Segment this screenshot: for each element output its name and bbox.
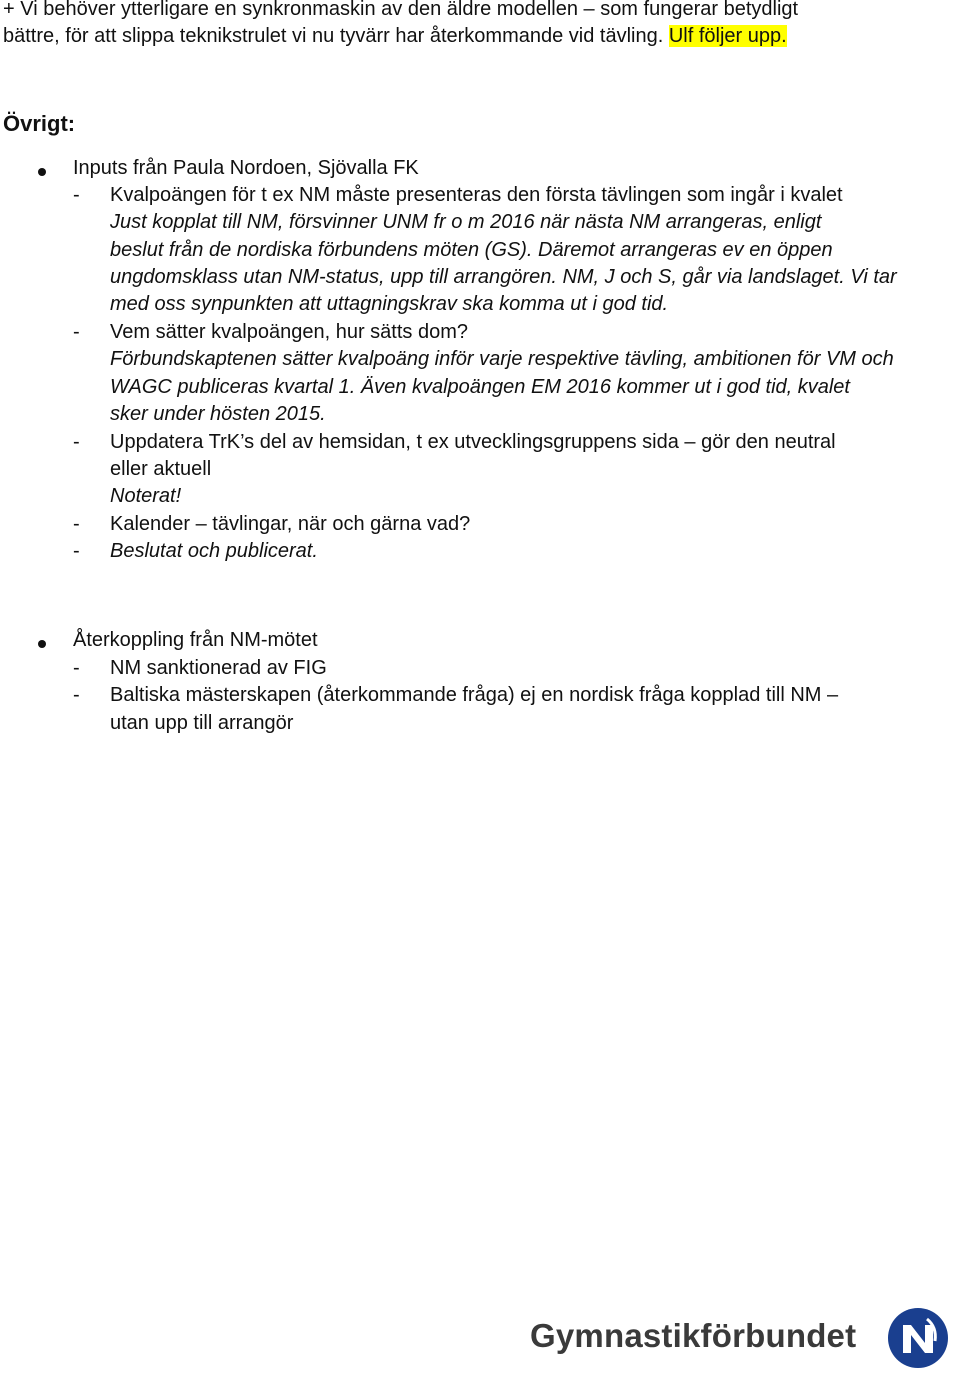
bullet-1-item-5: Beslutat och publicerat. [110,540,318,562]
dash-5: - [73,540,80,562]
bullet-1-item-3-line-2: eller aktuell [110,458,212,480]
intro-line-2-text: bättre, för att slippa teknikstrulet vi nu tyvärr har återkommande vid tävling. [3,25,669,47]
bullet-dot-1 [38,168,46,176]
reply-3: Noterat! [110,485,182,507]
reply-2-line-1: Förbundskaptenen sätter kvalpoäng inför varje respektive tävling, ambitionen för VM och [110,348,894,370]
bullet-2-item-2-line-2: utan upp till arrangör [110,712,294,734]
bullet-2-title: Återkoppling från NM-mötet [73,629,318,651]
section-heading: Övrigt: [3,111,76,136]
dash-6: - [73,657,80,679]
intro-line-2 [3,23,787,50]
dash-4: - [73,513,80,535]
gymnastikforbundet-logo [530,1305,950,1370]
logo-wordmark: Gymnastikförbundet [530,1317,857,1354]
highlighted-note: Ulf följer upp. [668,25,787,47]
reply-1-line-3: ungdomsklass utan NM-status, upp till arrangören. NM, J och S, går via landslaget. Vi tar [110,266,897,288]
reply-1-line-1: Just kopplat till NM, försvinner UNM fr o m 2016 när nästa NM arrangeras, enligt [110,211,822,233]
bullet-1-item-4: Kalender – tävlingar, när och gärna vad? [110,513,471,535]
reply-2-line-3: sker under hösten 2015. [110,403,326,425]
bullet-1-item-2: Vem sätter kvalpoängen, hur sätts dom? [110,321,468,343]
dash-7: - [73,684,80,706]
dash-2: - [73,321,80,343]
intro-line-1: + Vi behöver ytterligare en synkronmaskin av den äldre modellen – som fungerar betydligt [3,0,799,20]
dash-1: - [73,184,80,206]
reply-1-line-4: med oss synpunkten att uttagningskrav ska komma ut i god tid. [110,293,669,315]
reply-2-line-2: WAGC publiceras kvartal 1. Även kvalpoängen EM 2016 kommer ut i god tid, kvalet [110,376,850,398]
bullet-2-item-2-line-1: Baltiska mästerskapen (återkommande fråga) ej en nordisk fråga kopplad till NM – [110,684,839,706]
bullet-2-item-1: NM sanktionerad av FIG [110,657,327,679]
bullet-1-item-3-line-1: Uppdatera TrK’s del av hemsidan, t ex utvecklingsgruppens sida – gör den neutral [110,431,836,453]
dash-3: - [73,431,80,453]
bullet-1-item-1: Kvalpoängen för t ex NM måste presenteras den första tävlingen som ingår i kvalet [110,184,843,206]
bullet-dot-2 [38,640,46,648]
logo-emblem-icon [887,1307,949,1369]
bullet-1-title: Inputs från Paula Nordoen, Sjövalla FK [73,157,419,179]
reply-1-line-2: beslut från de nordiska förbundens möten (GS). Däremot arrangeras ev en öppen [110,239,833,261]
